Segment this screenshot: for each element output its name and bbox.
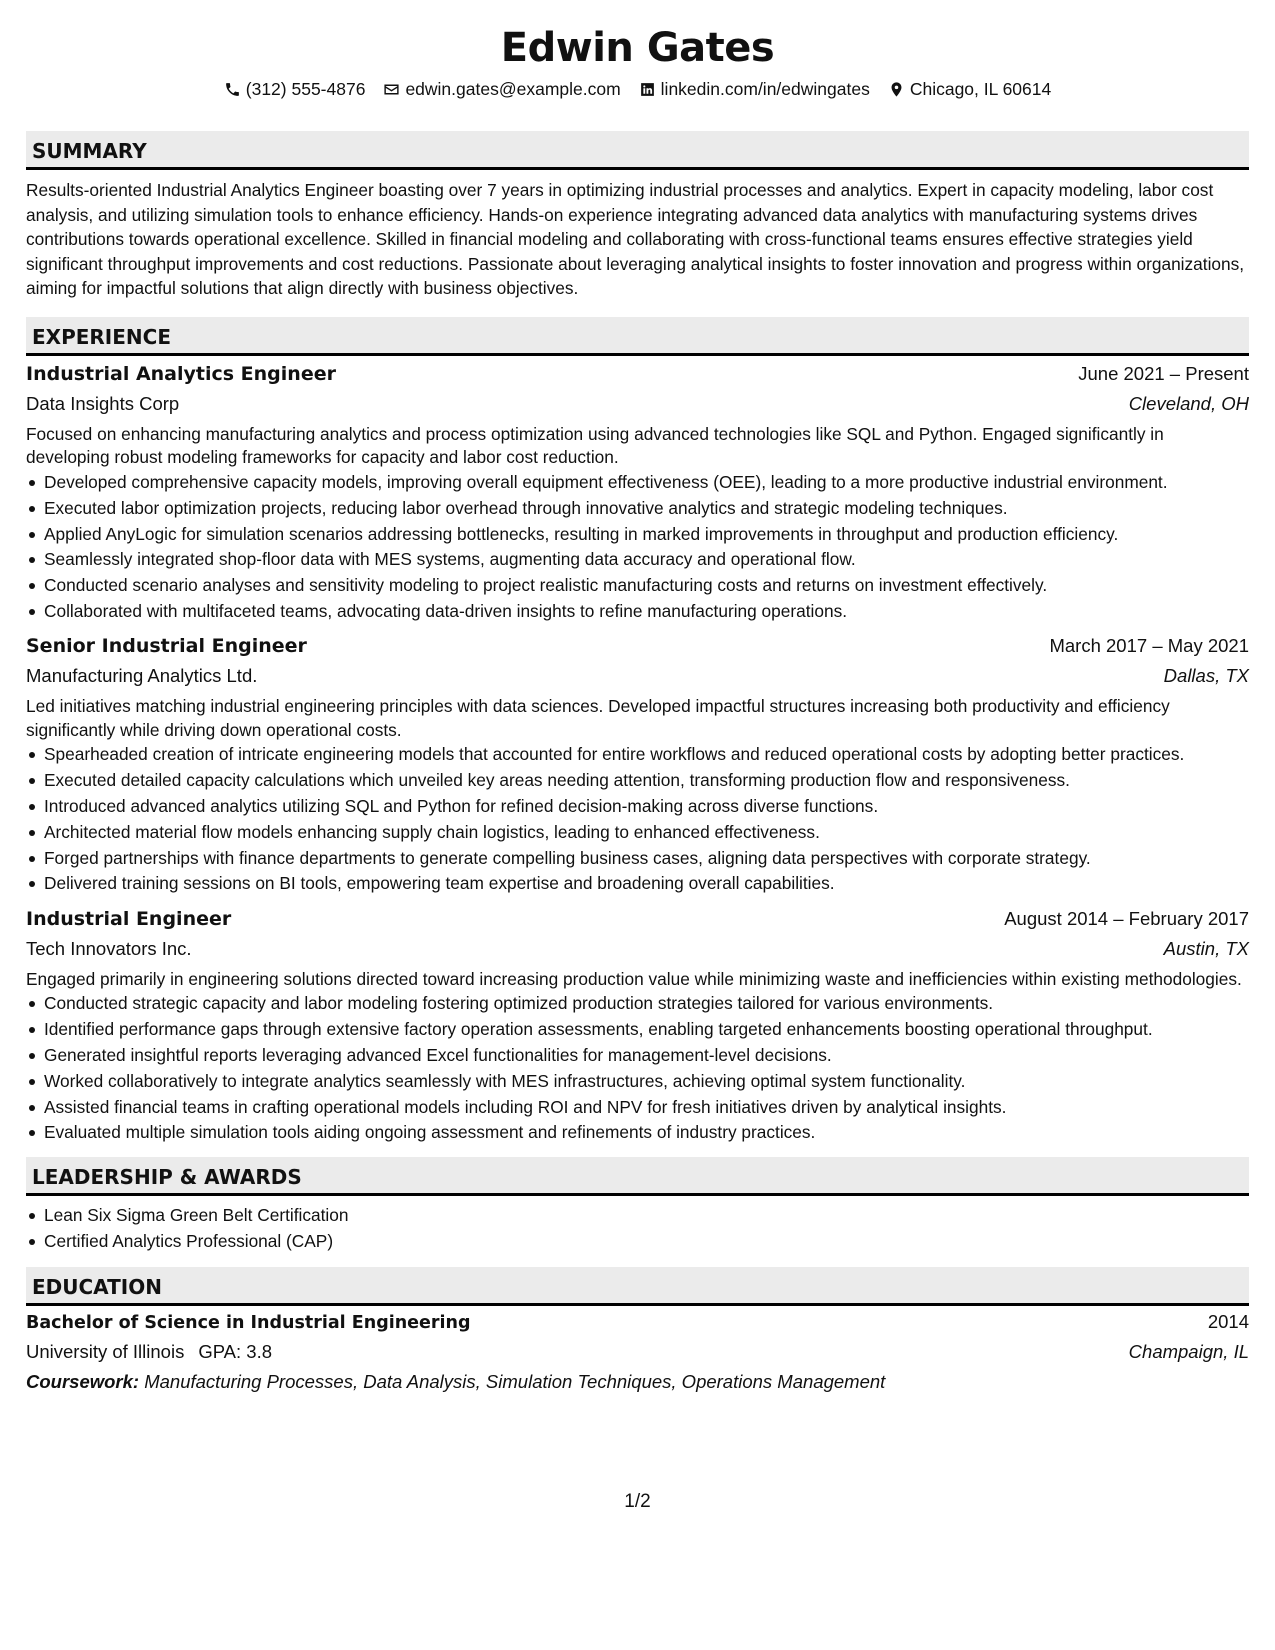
- linkedin-icon: [639, 81, 656, 98]
- list-item: Certified Analytics Professional (CAP): [44, 1230, 1249, 1254]
- job-entry: [26, 904, 1249, 1145]
- job-title-row: [26, 359, 1249, 389]
- job-title: Senior Industrial Engineer: [26, 635, 307, 658]
- education-gpa: GPA: 3.8: [198, 1341, 273, 1363]
- list-item: Conducted scenario analyses and sensitivity modeling to project realistic manufacturing costs and returns on investment effectively.: [44, 574, 1249, 598]
- education-school-wrap: [26, 1338, 272, 1366]
- contact-linkedin-text[interactable]: linkedin.com/in/edwingates: [660, 79, 870, 99]
- job-dates: August 2014 – February 2017: [1004, 907, 1249, 929]
- job-title: Industrial Analytics Engineer: [26, 362, 336, 385]
- contact-bar: [26, 78, 1249, 100]
- list-item: Developed comprehensive capacity models, improving overall equipment effectiveness (OEE), leading to a more productive industrial environment.: [44, 471, 1249, 495]
- job-company-row: [26, 934, 1249, 964]
- list-item: Conducted strategic capacity and labor modeling fostering optimized production strategies tailored for various environments.: [44, 992, 1249, 1016]
- job-description: Led initiatives matching industrial engineering principles with data sciences. Developed impactful structures increasing both productivity and efficiency significantly while driving down operational costs.: [26, 696, 1170, 740]
- job-location: Dallas, TX: [1163, 665, 1249, 687]
- list-item: Applied AnyLogic for simulation scenarios addressing bottlenecks, resulting in marked improvements in throughput and production efficiency.: [44, 523, 1249, 547]
- education-degree-row: [26, 1308, 1249, 1337]
- job-company: Data Insights Corp: [26, 392, 180, 414]
- job-description: Engaged primarily in engineering solutions directed toward increasing production value while minimizing waste and inefficiencies within existing methodologies.: [26, 968, 1242, 989]
- experience-heading: EXPERIENCE: [26, 317, 1249, 356]
- job-bullets: [26, 471, 1249, 623]
- education-heading: EDUCATION: [26, 1267, 1249, 1306]
- list-item: Spearheaded creation of intricate engineering models that accounted for entire workflows and reduced operational costs by adopting better practices.: [44, 743, 1249, 767]
- list-item: Executed detailed capacity calculations which unveiled key areas needing attention, transforming production flow and responsiveness.: [44, 769, 1249, 793]
- contact-phone-text: (312) 555-4876: [245, 79, 366, 99]
- job-title-row: [26, 631, 1249, 661]
- job-bullets: [26, 743, 1249, 895]
- list-item: Evaluated multiple simulation tools aiding ongoing assessment and refinements of industry practices.: [44, 1121, 1249, 1145]
- education-entry: [26, 1308, 1249, 1397]
- job-company: Tech Innovators Inc.: [26, 937, 192, 959]
- job-dates: June 2021 – Present: [1078, 362, 1249, 384]
- job-location: Cleveland, OH: [1128, 392, 1249, 414]
- envelope-icon: [383, 81, 400, 98]
- contact-location: [888, 78, 1051, 100]
- contact-linkedin[interactable]: [639, 78, 870, 100]
- job-entry: [26, 631, 1249, 895]
- list-item: Delivered training sessions on BI tools, empowering team expertise and broadening overall capabilities.: [44, 872, 1249, 896]
- job-title: Industrial Engineer: [26, 907, 232, 930]
- list-item: Collaborated with multifaceted teams, advocating data-driven insights to refine manufacturing operations.: [44, 600, 1249, 624]
- page-number: 1/2: [624, 1491, 651, 1512]
- list-item: Executed labor optimization projects, reducing labor overhead through innovative analytics and strategic modeling techniques.: [44, 497, 1249, 521]
- education-school: University of Illinois: [26, 1341, 185, 1363]
- job-entry: [26, 359, 1249, 623]
- job-description: Focused on enhancing manufacturing analytics and process optimization using advanced technologies like SQL and Python. Engaged significantly in developing robust modeling frameworks for capacity and labor cost reduction.: [26, 423, 1164, 468]
- contact-email[interactable]: [383, 78, 620, 100]
- job-location: Austin, TX: [1163, 937, 1249, 959]
- contact-location-text: Chicago, IL 60614: [909, 79, 1052, 99]
- job-company-row: [26, 389, 1249, 419]
- education-school-row: [26, 1337, 1249, 1367]
- list-item: Architected material flow models enhancing supply chain logistics, leading to enhanced effectiveness.: [44, 821, 1249, 845]
- summary-text: Results-oriented Industrial Analytics Engineer boasting over 7 years in optimizing industrial processes and analytics. Expert in capacity modeling, labor cost analysis, and utilizing simulation tools to enhance efficiency. Hands-on experience integrating advanced data analytics with manufacturing systems drives contributions towards operational excellence. Skilled in financial modeling and collaborating with cross-functional teams ensures effective strategies yield significant throughput improvements and cost reductions. Passionate about leveraging analytical insights to foster innovation and progress within organizations, aiming for impactful solutions that align directly with business objectives.: [26, 180, 1245, 299]
- list-item: Assisted financial teams in crafting operational models including ROI and NPV for fresh initiatives driven by analytical insights.: [44, 1096, 1249, 1120]
- list-item: Identified performance gaps through extensive factory operation assessments, enabling targeted enhancements boosting operational throughput.: [44, 1018, 1249, 1042]
- education-degree: Bachelor of Science in Industrial Engineering: [26, 1313, 471, 1334]
- leadership-heading: LEADERSHIP & AWARDS: [26, 1157, 1249, 1196]
- coursework-list: Manufacturing Processes, Data Analysis, Simulation Techniques, Operations Management: [144, 1371, 886, 1393]
- job-title-row: [26, 904, 1249, 934]
- job-company-row: [26, 661, 1249, 691]
- resume-page: [26, 0, 1249, 1512]
- summary-heading: SUMMARY: [26, 131, 1249, 170]
- list-item: Seamlessly integrated shop-floor data with MES systems, augmenting data accuracy and operational flow.: [44, 548, 1249, 572]
- contact-email-text[interactable]: edwin.gates@example.com: [405, 79, 621, 99]
- education-year: 2014: [1207, 1311, 1249, 1333]
- education-coursework: [26, 1367, 1249, 1397]
- phone-icon: [224, 81, 241, 98]
- list-item: Introduced advanced analytics utilizing SQL and Python for refined decision-making across diverse functions.: [44, 795, 1249, 819]
- list-item: Lean Six Sigma Green Belt Certification: [44, 1204, 1249, 1228]
- list-item: Forged partnerships with finance departments to generate compelling business cases, aligning data perspectives with corporate strategy.: [44, 847, 1249, 871]
- education-location: Champaign, IL: [1128, 1341, 1249, 1363]
- leadership-list: [26, 1204, 1249, 1253]
- job-company: Manufacturing Analytics Ltd.: [26, 665, 258, 687]
- coursework-label: Coursework:: [26, 1371, 140, 1393]
- job-dates: March 2017 – May 2021: [1049, 635, 1249, 657]
- list-item: Worked collaboratively to integrate analytics seamlessly with MES infrastructures, achieving optimal system functionality.: [44, 1070, 1249, 1094]
- list-item: Generated insightful reports leveraging advanced Excel functionalities for management-level decisions.: [44, 1044, 1249, 1068]
- contact-phone: [224, 78, 366, 100]
- candidate-name: Edwin Gates: [500, 25, 775, 71]
- map-pin-icon: [888, 81, 905, 98]
- job-bullets: [26, 992, 1249, 1144]
